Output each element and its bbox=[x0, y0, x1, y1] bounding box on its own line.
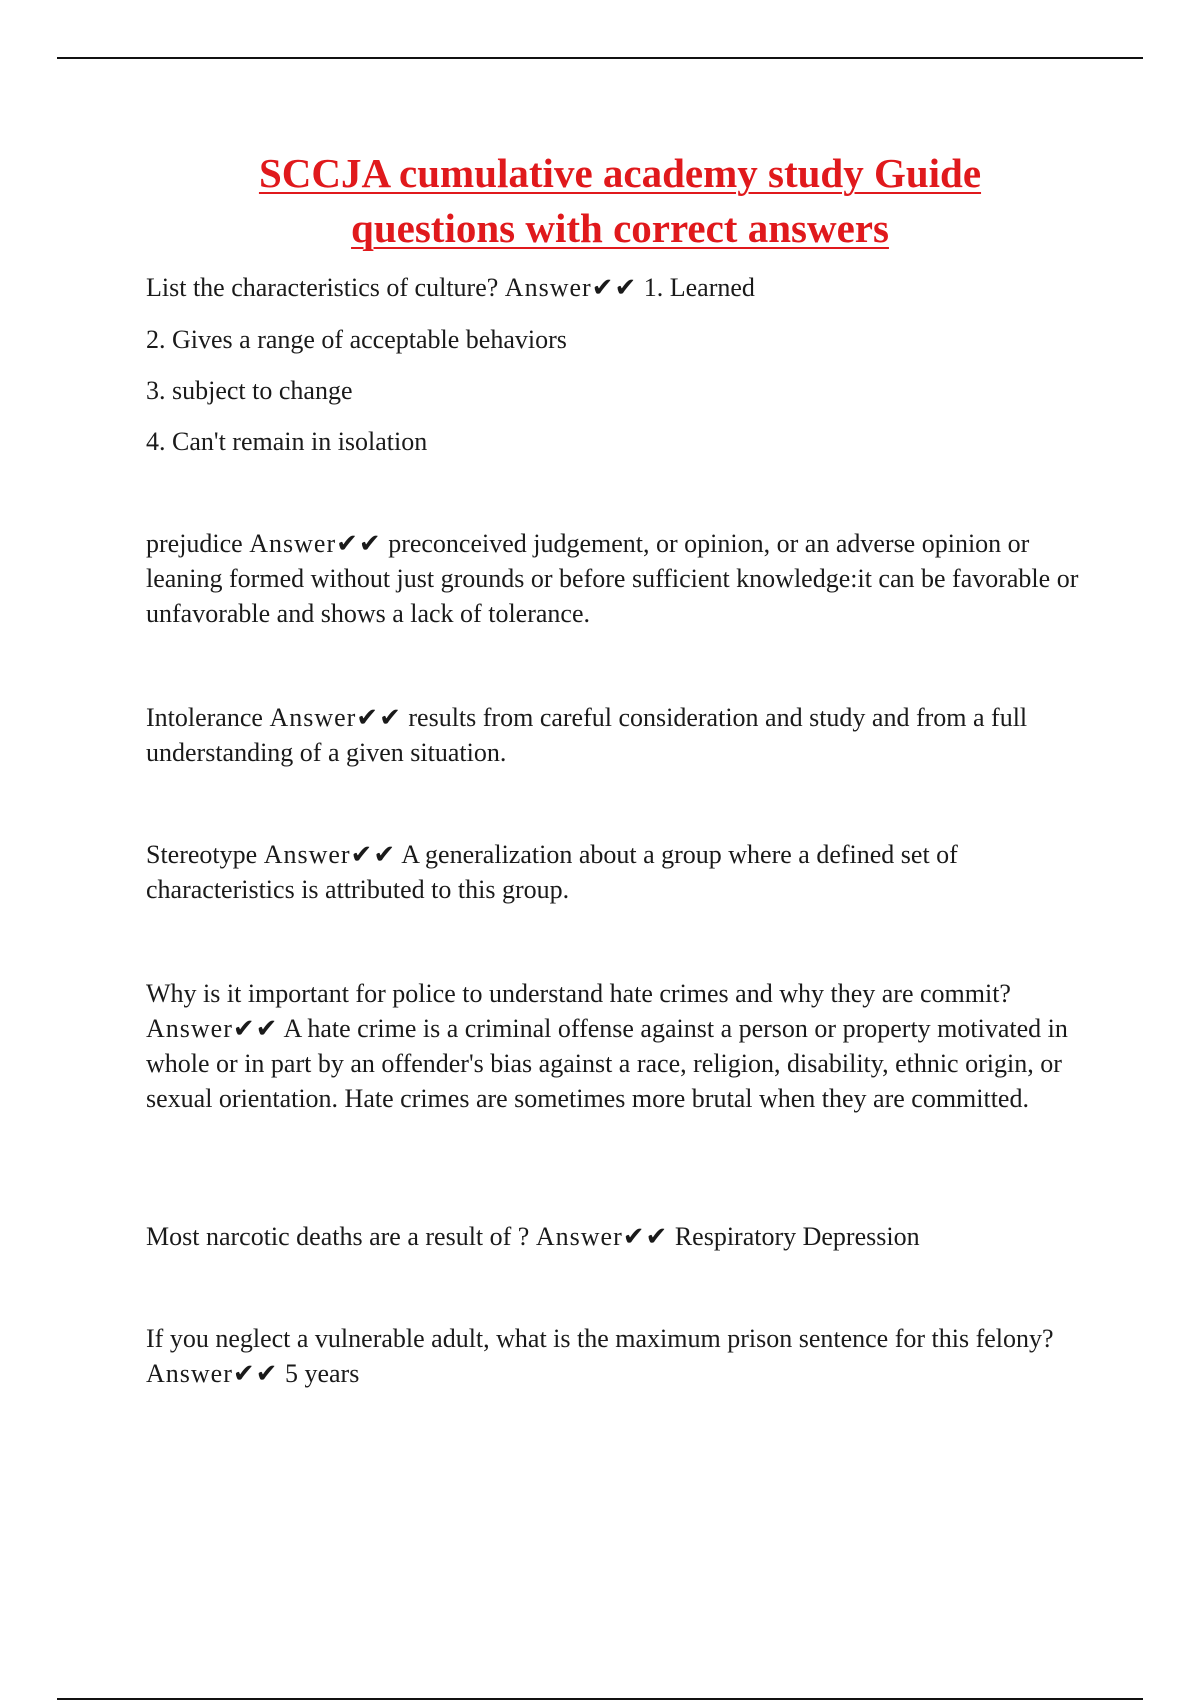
question-text: Most narcotic deaths are a result of ? bbox=[146, 1222, 530, 1251]
qa-entry-hate-crimes bbox=[146, 976, 1096, 1116]
qa-entry-intolerance bbox=[146, 700, 1096, 770]
list-item: 4. Can't remain in isolation bbox=[146, 427, 428, 456]
answer-text: preconceived judgement, or opinion, or an adverse opinion or leaning formed without just grounds or before sufficient knowledge:it can be favorable or unfavorable and shows a lack of tolerance. bbox=[146, 529, 1079, 628]
answer-marker: Answer✔✔ bbox=[535, 1222, 669, 1251]
answer-marker: Answer✔✔ bbox=[249, 529, 382, 558]
answer-text: A generalization about a group where a defined set of characteristics is attributed to this group. bbox=[146, 840, 958, 904]
answer-text: Respiratory Depression bbox=[674, 1222, 920, 1251]
title-line-1: SCCJA cumulative academy study Guide bbox=[258, 150, 982, 196]
answer-marker: Answer✔✔ bbox=[269, 703, 402, 732]
top-rule bbox=[57, 57, 1143, 59]
answer-marker: Answer✔✔ bbox=[146, 1014, 279, 1043]
answer-text: results from careful consideration and study and from a full understanding of a given situation. bbox=[146, 703, 1028, 767]
qa-entry-vulnerable-adult bbox=[146, 1321, 1096, 1391]
answer-marker: Answer✔✔ bbox=[146, 1359, 279, 1388]
qa-entry-prejudice bbox=[146, 526, 1096, 631]
question-text: Intolerance bbox=[146, 703, 263, 732]
question-text: If you neglect a vulnerable adult, what is the maximum prison sentence for this felony? bbox=[146, 1324, 1054, 1353]
question-text: prejudice bbox=[146, 529, 243, 558]
qa-entry-culture bbox=[146, 270, 1096, 305]
answer-text: 1. Learned bbox=[643, 273, 755, 302]
list-item: 2. Gives a range of acceptable behaviors bbox=[146, 325, 567, 354]
question-text: List the characteristics of culture? bbox=[146, 273, 499, 302]
answer-marker: Answer✔✔ bbox=[504, 273, 638, 302]
answer-marker: Answer✔✔ bbox=[263, 840, 397, 869]
qa-entry-narcotic-deaths bbox=[146, 1219, 1096, 1254]
question-text: Stereotype bbox=[146, 840, 258, 869]
document-title bbox=[100, 146, 1140, 256]
answer-text: A hate crime is a criminal offense against a person or property motivated in whole or in part by an offender's bias against a race, religion, disability, ethnic origin, or sexual orientation. Hate crimes are sometimes more brutal when they are committed. bbox=[146, 1014, 1068, 1113]
answer-text: 5 years bbox=[284, 1359, 360, 1388]
qa-entry-stereotype bbox=[146, 837, 1096, 907]
title-line-2: questions with correct answers bbox=[351, 205, 889, 251]
question-text: Why is it important for police to understand hate crimes and why they are commit? bbox=[146, 979, 1011, 1008]
list-item: 3. subject to change bbox=[146, 376, 353, 405]
